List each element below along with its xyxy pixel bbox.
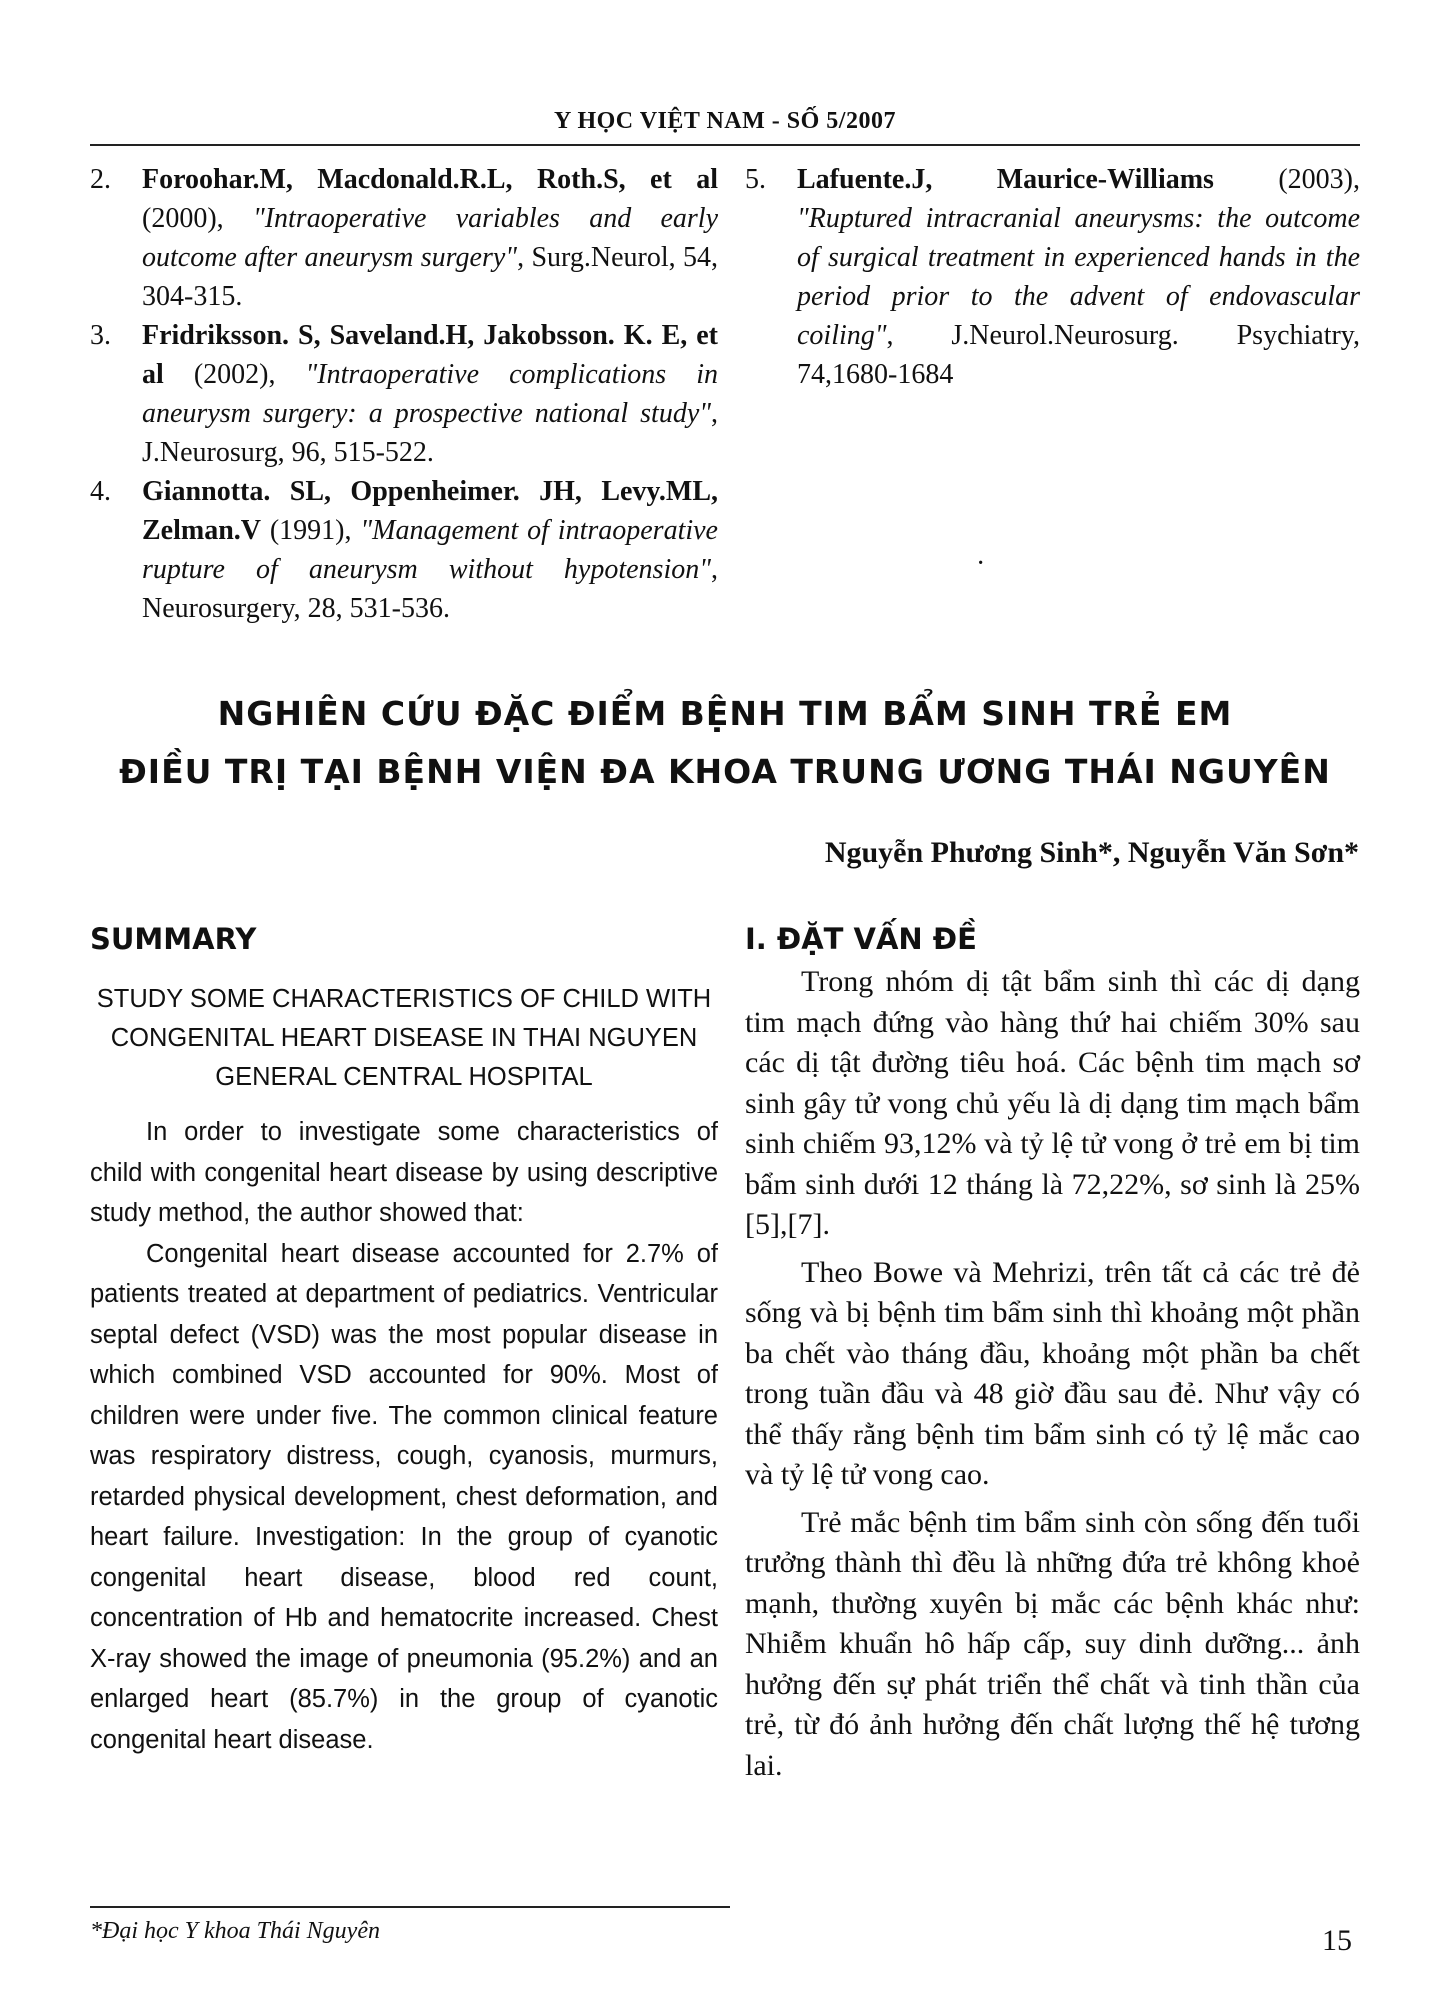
- summary-paragraph: In order to investigate some characteristics of child with congenital heart disease by using descriptive study method, the author showed that:: [90, 1118, 718, 1227]
- reference-number: 5.: [745, 164, 766, 195]
- reference-title: "Intraoperative complications in aneurysm surgery: a prospective national study": [142, 359, 718, 429]
- reference-item: [745, 160, 1360, 394]
- reference-year: (2003),: [1213, 164, 1360, 195]
- footnote-rule: [90, 1906, 730, 1908]
- references-right-column: [745, 160, 1360, 394]
- page-number: 15: [1322, 1924, 1352, 1957]
- article-title-line1: NGHIÊN CỨU ĐẶC ĐIỂM BỆNH TIM BẨM SINH TRẺ EM: [217, 694, 1233, 733]
- reference-number: 2.: [90, 164, 111, 195]
- footnote: *Đại học Y khoa Thái Nguyên: [90, 1918, 380, 1944]
- reference-item: [90, 472, 718, 628]
- reference-authors: Lafuente.J, Maurice-Williams: [797, 164, 1214, 195]
- reference-number: 4.: [90, 476, 111, 507]
- reference-year: (2002),: [163, 359, 306, 390]
- reference-authors: Foroohar.M, Macdonald.R.L, Roth.S, et al: [142, 164, 718, 195]
- summary-subtitle-line1: STUDY SOME CHARACTERISTICS OF CHILD WITH: [96, 985, 712, 1013]
- references-left-column: [90, 160, 718, 628]
- article-authors: Nguyễn Phương Sinh*, Nguyễn Văn Sơn*: [824, 836, 1359, 869]
- journal-header-text: Y HỌC VIỆT NAM - SỐ 5/2007: [554, 108, 896, 134]
- reference-title: "Intraoperative variables and early outcome after aneurysm surgery": [142, 203, 719, 273]
- section-body: [745, 962, 1360, 1793]
- section-heading: I. ĐẶT VẤN ĐỀ: [745, 922, 977, 956]
- reference-title: "Ruptured intracranial aneurysms: the outcome of surgical treatment in experienced hands in the period prior to the advent of endovascular coiling": [797, 203, 1360, 351]
- summary-subtitle: [90, 980, 718, 1097]
- reference-source: , Neurosurgery, 28, 531-536.: [142, 554, 718, 624]
- section-paragraph: Trong nhóm dị tật bẩm sinh thì các dị dạng tim mạch đứng vào hàng thứ hai chiếm 30% sau các dị tật đường tiêu hoá. Các bệnh tim mạch sơ sinh gây tử vong chủ yếu là dị dạng tim mạch bẩm sinh chiếm 93,12% và tỷ lệ tử vong ở trẻ em bị tim bẩm sinh dưới 12 tháng là 72,22%, sơ sinh là 25% [5],[7].: [745, 965, 1360, 1241]
- summary-heading: SUMMARY: [90, 922, 257, 956]
- summary-body: [90, 1112, 718, 1760]
- reference-source: , J.Neurol.Neurosurg. Psychiatry, 74,1680-1684: [797, 320, 1360, 390]
- reference-authors: Giannotta. SL, Oppenheimer. JH, Levy.ML, Zelman.V: [142, 476, 718, 546]
- reference-item: [90, 316, 718, 472]
- reference-item: [90, 160, 718, 316]
- summary-subtitle-line3: GENERAL CENTRAL HOSPITAL: [215, 1063, 593, 1091]
- reference-year: (2000),: [142, 203, 253, 234]
- section-paragraph: Theo Bowe và Mehrizi, trên tất cả các trẻ đẻ sống và bị bệnh tim bẩm sinh thì khoảng một phần ba chết vào tháng đầu, khoảng một phần ba chết trong tuần đầu và 48 giờ đầu sau đẻ. Như vậy có thể thấy rằng bệnh tim bẩm sinh có tỷ lệ mắc cao và tỷ lệ tử vong cao.: [745, 1255, 1360, 1491]
- summary-subtitle-line2: CONGENITAL HEART DISEASE IN THAI NGUYEN: [110, 1024, 698, 1052]
- reference-source: , Surg.Neurol, 54, 304-315.: [142, 242, 718, 312]
- reference-authors: Fridriksson. S, Saveland.H, Jakobsson. K. E, et al: [142, 320, 718, 390]
- summary-paragraph: Congenital heart disease accounted for 2.7% of patients treated at department of pediatrics. Ventricular septal defect (VSD) was the most popular disease in which combined VSD accounted for 90%. Most of children were under five. The common clinical feature was respiratory distress, cough, cyanosis, murmurs, retarded physical development, chest deformation, and heart failure. Investigation: In the group of cyanotic congenital heart disease, blood red count, concentration of Hb and hematocrite increased. Chest X-ray showed the image of pneumonia (95.2%) and an enlarged heart (85.7%) in the group of cyanotic congenital heart disease.: [90, 1239, 718, 1754]
- reference-year: (1991),: [261, 515, 361, 546]
- journal-header: [90, 104, 1360, 146]
- reference-title: "Management of intraoperative rupture of aneurysm without hypotension": [142, 515, 718, 585]
- reference-source: , J.Neurosurg, 96, 515-522.: [142, 398, 718, 468]
- scan-speck: ·: [976, 548, 986, 579]
- article-title-line2: ĐIỀU TRỊ TẠI BỆNH VIỆN ĐA KHOA TRUNG ƯƠNG THÁI NGUYÊN: [119, 752, 1331, 791]
- reference-number: 3.: [90, 320, 111, 351]
- section-paragraph: Trẻ mắc bệnh tim bẩm sinh còn sống đến tuổi trưởng thành thì đều là những đứa trẻ không khoẻ mạnh, thường xuyên bị mắc các bệnh khác như: Nhiễm khuẩn hô hấp cấp, suy dinh dưỡng... ảnh hưởng đến sự phát triển thể chất và tinh thần của trẻ, từ đó ảnh hưởng đến chất lượng thế hệ tương lai.: [745, 1505, 1360, 1782]
